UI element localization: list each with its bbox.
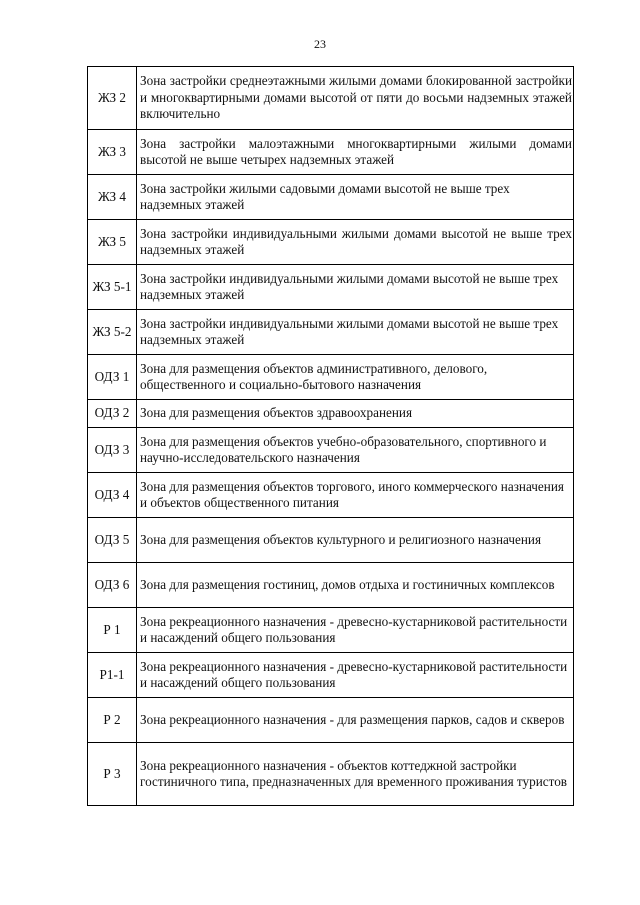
zone-description: Зона застройки жилыми садовыми домами высотой не выше трех надземных этажей [137, 175, 574, 220]
zone-code: ЖЗ 5 [88, 220, 137, 265]
zone-description: Зона для размещения объектов торгового, иного коммерческого назначения и объектов общественного питания [137, 473, 574, 518]
table-row [88, 67, 574, 130]
zone-code: Р 2 [88, 698, 137, 743]
zone-code: ЖЗ 4 [88, 175, 137, 220]
zone-code: ОДЗ 6 [88, 563, 137, 608]
table-row [88, 220, 574, 265]
table-row [88, 428, 574, 473]
zones-table [87, 66, 574, 806]
zone-description: Зона застройки индивидуальными жилыми домами высотой не выше трех надземных этажей [137, 265, 574, 310]
page-number: 23 [314, 37, 326, 51]
zone-code: ЖЗ 5-2 [88, 310, 137, 355]
zone-code: ЖЗ 5-1 [88, 265, 137, 310]
table-row [88, 518, 574, 563]
table-row [88, 608, 574, 653]
zone-description: Зона застройки малоэтажными многоквартирными жилыми домами высотой не выше четырех надземных этажей [137, 130, 574, 175]
zone-description: Зона застройки среднеэтажными жилыми домами блокированной застройки и многоквартирными домами высотой от пяти до восьми надземных этажей включительно [137, 67, 574, 130]
zone-code: ОДЗ 3 [88, 428, 137, 473]
table-row [88, 563, 574, 608]
zone-description: Зона для размещения объектов культурного и религиозного назначения [137, 518, 574, 563]
table-row [88, 653, 574, 698]
zone-code: ЖЗ 3 [88, 130, 137, 175]
table-row [88, 355, 574, 400]
zone-code: Р 1 [88, 608, 137, 653]
table-row [88, 265, 574, 310]
zone-code: ОДЗ 2 [88, 400, 137, 428]
table-row [88, 130, 574, 175]
zone-code: ОДЗ 4 [88, 473, 137, 518]
zone-code: ОДЗ 1 [88, 355, 137, 400]
zone-description: Зона рекреационного назначения - объектов коттеджной застройки гостиничного типа, предназначенных для временного проживания туристов [137, 743, 574, 806]
table-row [88, 473, 574, 518]
zone-code: ОДЗ 5 [88, 518, 137, 563]
table-row [88, 175, 574, 220]
zone-code: ЖЗ 2 [88, 67, 137, 130]
zone-description: Зона для размещения объектов здравоохранения [137, 400, 574, 428]
zone-description: Зона для размещения гостиниц, домов отдыха и гостиничных комплексов [137, 563, 574, 608]
zone-description: Зона рекреационного назначения - древесно-кустарниковой растительности и насаждений общего пользования [137, 608, 574, 653]
table-row [88, 743, 574, 806]
zone-description: Зона рекреационного назначения - древесно-кустарниковой растительности и насаждений общего пользования [137, 653, 574, 698]
table-row [88, 310, 574, 355]
table-row [88, 698, 574, 743]
zone-description: Зона для размещения объектов административного, делового, общественного и социально-бытового назначения [137, 355, 574, 400]
table-row [88, 400, 574, 428]
zone-code: Р1-1 [88, 653, 137, 698]
zone-description: Зона застройки индивидуальными жилыми домами высотой не выше трех надземных этажей [137, 220, 574, 265]
zone-code: Р 3 [88, 743, 137, 806]
zone-description: Зона для размещения объектов учебно-образовательного, спортивного и научно-исследовательского назначения [137, 428, 574, 473]
zone-description: Зона рекреационного назначения - для размещения парков, садов и скверов [137, 698, 574, 743]
zone-description: Зона застройки индивидуальными жилыми домами высотой не выше трех надземных этажей [137, 310, 574, 355]
